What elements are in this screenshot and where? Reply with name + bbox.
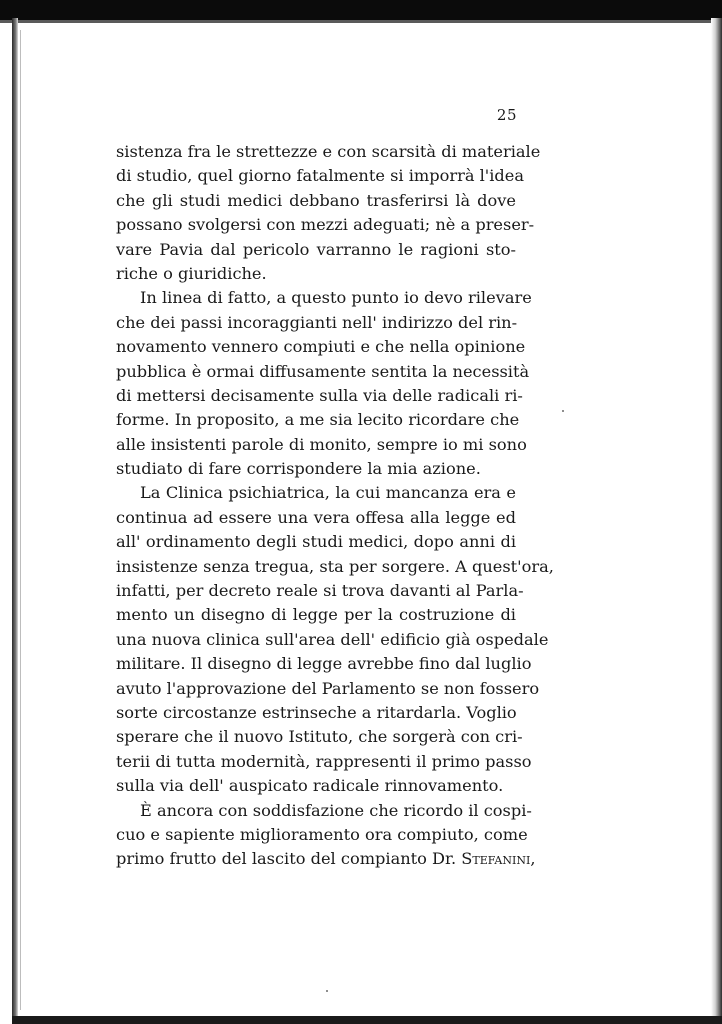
paper-speck — [326, 990, 328, 992]
text-line: possano svolgersi con mezzi adeguati; nè a preser- — [116, 215, 535, 235]
page-number: 25 — [496, 106, 517, 124]
text-line: di studio, quel giorno fatalmente si imporrà l'idea — [116, 166, 525, 186]
text-line-with-name — [116, 847, 536, 871]
punctuation: , — [530, 849, 536, 869]
text-line: novamento vennero compiuti e che nella opinione — [116, 337, 526, 357]
text-line: insistenze senza tregua, sta per sorgere. A quest'ora, — [116, 556, 554, 576]
paragraph-4 — [116, 799, 536, 872]
scan-left-gutter-line — [20, 30, 21, 1010]
text-line: È ancora con soddisfazione che ricordo il cospi- — [140, 800, 532, 820]
text-line: di mettersi decisamente sulla via delle radicali ri- — [116, 385, 523, 405]
text-line: avuto l'approvazione del Parlamento se non fossero — [116, 678, 540, 698]
text-line: La Clinica psichiatrica, la cui mancanza era e — [140, 483, 516, 503]
text-line: una nuova clinica sull'area dell' edificio già ospedale — [116, 629, 549, 649]
text-line: riche o giuridiche. — [116, 263, 267, 283]
paragraph-1 — [116, 140, 541, 286]
text-line: mento un disegno di legge per la costruzione di — [116, 605, 516, 625]
paragraph-2 — [116, 286, 532, 481]
text-line: alle insistenti parole di monito, sempre io mi sono — [116, 434, 527, 454]
text-line: studiato di fare corrispondere la mia azione. — [116, 459, 481, 479]
text-line: che gli studi medici debbano trasferirsi là dove — [116, 190, 516, 210]
text-line: cuo e sapiente miglioramento ora compiuto, come — [116, 824, 528, 844]
paper-speck — [562, 410, 564, 412]
text-line: In linea di fatto, a questo punto io devo rilevare — [140, 288, 532, 308]
scan-left-border — [12, 18, 18, 1018]
text-line: forme. In proposito, a me sia lecito ricordare che — [116, 410, 520, 430]
scan-top-border — [0, 0, 722, 20]
surname-smallcaps: Stefanini — [461, 849, 531, 869]
text-line: sistenza fra le strettezze e con scarsità di materiale — [116, 142, 541, 161]
scan-right-border — [711, 18, 722, 1018]
text-line: all' ordinamento degli studi medici, dopo anni di — [116, 532, 516, 552]
text-line: continua ad essere una vera offesa alla legge ed — [116, 507, 516, 527]
text-line: sulla via dell' auspicato radicale rinnovamento. — [116, 776, 504, 796]
scan-top-shadow — [0, 20, 722, 23]
text-run: primo frutto del lascito del compianto Dr. — [116, 849, 457, 869]
text-line: vare Pavia dal pericolo varranno le ragioni sto- — [116, 239, 516, 259]
text-line: sperare che il nuovo Istituto, che sorgerà con cri- — [116, 727, 523, 747]
text-line: militare. Il disegno di legge avrebbe fino dal luglio — [116, 654, 532, 674]
text-line: sorte circostanze estrinseche a ritardarla. Voglio — [116, 702, 517, 722]
text-line: pubblica è ormai diffusamente sentita la necessità — [116, 361, 530, 381]
paragraph-3 — [116, 481, 554, 798]
page-text-block — [116, 140, 554, 872]
text-line: che dei passi incoraggianti nell' indirizzo del rin- — [116, 312, 518, 332]
scan-bottom-border — [12, 1016, 722, 1024]
text-line: infatti, per decreto reale si trova davanti al Parla- — [116, 581, 524, 601]
text-line: terii di tutta modernità, rappresenti il primo passo — [116, 751, 532, 771]
